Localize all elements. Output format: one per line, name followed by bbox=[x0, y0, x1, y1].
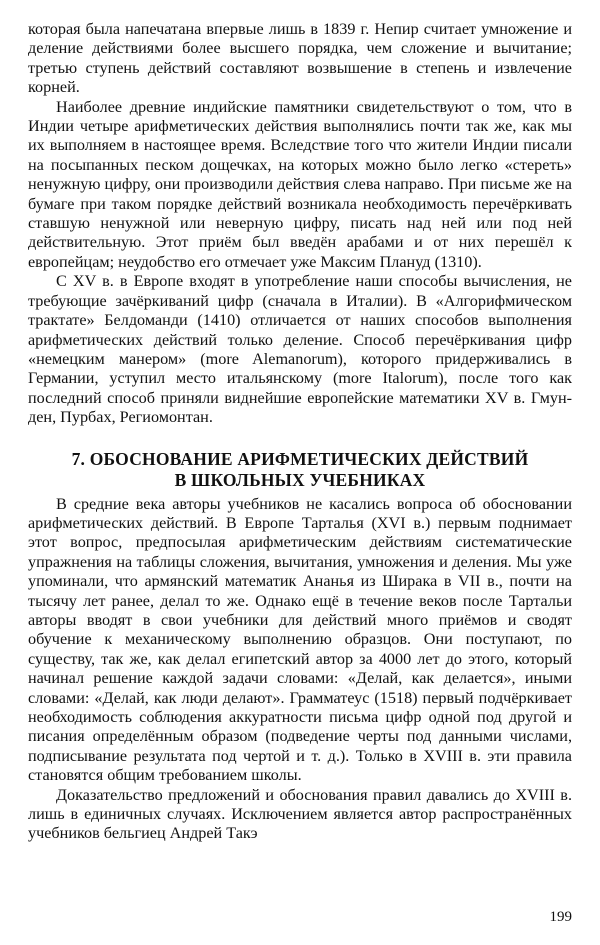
bottom-section bbox=[28, 495, 572, 844]
section-heading-line-2: В ШКОЛЬНЫХ УЧЕБНИКАХ bbox=[174, 469, 426, 490]
paragraph-proofs: Доказательство предложений и обоснования правил давались до XVIII в. лишь в единичных случаях. Исключением является автор распространённых учебников бельгиец Андрей Такэ bbox=[28, 785, 572, 843]
paragraph-indian-methods: Наиболее древние индийские памятники свидетельствуют о том, что в Индии четыре арифметических действия выполнялись почти так же, как мы их выполняем в настоящее время. Вследствие того что жители Индии писали на посыпанных песком дощечках, на которых можно было легко «стереть» ненужную цифру, они производили действия слева направо. При письме же на бумаге при таком порядке действий возникала необходимость перечёркивать ставшую ненужной или неверную цифру, писать над ней или под ней действительную. Этот приём был введён арабами и от них перешёл к европейцам; неудобство его отмечает уже Максим Плануд (1310). bbox=[28, 97, 572, 271]
section-heading-line-1: 7. ОБОСНОВАНИЕ АРИФМЕТИЧЕСКИХ ДЕЙСТВИЙ bbox=[71, 448, 529, 469]
page-number: 199 bbox=[549, 909, 572, 925]
book-page bbox=[28, 20, 572, 925]
paragraph-continuation: которая была напечатана впервые лишь в 1839 г. Непир считает умножение и деление действиями более высшего порядка, чем сложение и вычитание; третью ступень действий составляют возвышение в степень и извлечение корней. bbox=[28, 20, 572, 97]
paragraph-european-methods: С XV в. в Европе входят в употребление наши способы вычисления, не требующие зачёркиваний цифр (сначала в Италии). В «Алгорифмическом трактате» Белдоманди (1410) отличается от наших способов выполнения арифметических действий только деление. Способ перечёркивания цифр «немецким манером» (more Alemanorum), которого придерживались в Германии, уступил место итальянскому (more Italorum), после того как последний способ приняли виднейшие европейские математики XV в. Гмунден, Пурбах, Региомонтан. bbox=[28, 272, 572, 427]
top-section bbox=[28, 20, 572, 428]
section-heading bbox=[28, 449, 572, 491]
paragraph-middle-ages: В средние века авторы учебников не касались вопроса об обосновании арифметических действий. В Европе Тарталья (XVI в.) первым поднимает этот вопрос, предпосылая арифметическим действиям систематические упражнения на таблицы сложения, вычитания, умножения и деления. Мы уже упоминали, что армянский математик Ананья из Ширака в VII в., почти на тысячу лет ранее, делал то же. Однако ещё в течение веков после Тартальи авторы вводят в свои учебники для действий много приёмов и сводят обучение к механическому выполнению образцов. Они поступают, по существу, так же, как делал египетский автор за 4000 лет до этого, который начинал решение каждой задачи словами: «Делай, как делается», иными словами: «Делай, как люди делают». Грамматеус (1518) первый подчёркивает необходимость соблюдения аккуратности письма цифр одной под другой и писания определённым образом (подведение черты под данными числами, подписывание результата под чертой и т. д.). Только в XVIII в. эти правила становятся общим требованием школы. bbox=[28, 494, 572, 785]
